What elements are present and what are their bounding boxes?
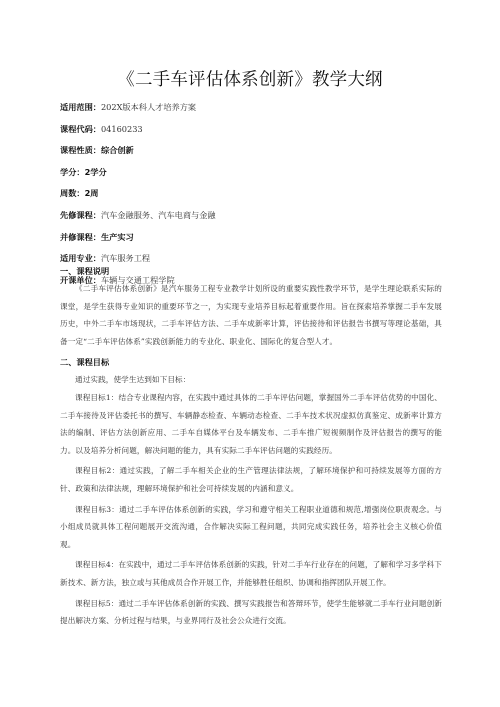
goal-paragraph-1: 课程目标1：结合专业课程内容，在实践中通过具体的二手车评估问题，掌握国外二手车评估优势的中国化、二手车接待及评估委托书的撰写、车辆静态检查、车辆动态检查、二手车技术状况虚拟仿真鉴定、成新率计算方法的编制、评估方法创新应用、二手车自媒体平台及车辆发布、二手车推广短视频制作及评估报告的撰写的能力。以及培养分析问题，解决问题的能力，具有实际二手车评估问题的实践经历。 [60, 392, 442, 455]
goal-paragraph-3: 课程目标3：通过二手车评估体系创新的实践，学习和遵守相关工程职业道德和规范,增强岗位职责观念。与小组成员就具体工程问题展开交流沟通，合作解决实际工程问题，共同完成实践任务，培养社会主义核心价值观。 [60, 504, 442, 549]
section-heading-course-description: 一、课程说明 [60, 266, 110, 276]
meta-value: 生产实习 [100, 231, 134, 242]
meta-key: 周数： [60, 188, 85, 199]
meta-value: 汽车服务工程 [100, 253, 151, 264]
section-heading-course-goals: 二、课程目标 [60, 357, 110, 368]
meta-key: 先修课程： [60, 209, 101, 220]
meta-value: 综合创新 [100, 145, 134, 156]
course-description-paragraph: 《二手车评估体系创新》是汽车服务工程专业教学计划所设的重要实践性教学环节，是学生理论联系实际的课堂，是学生获得专业知识的重要环节之一，为实现专业培养目标起着重要作用。旨在探索培养掌握二手车发展历史，中外二手车市场现状，二手车评估方法、二手车成新率计算，评估接待和评估报告书撰写等理论基础，具备一定“二手车评估体系”实践创新能力的专业化、职业化、国际化的复合型人才。 [60, 284, 442, 346]
meta-value: 汽车金融服务、汽车电商与金融 [100, 209, 216, 220]
meta-row-credits [60, 162, 460, 184]
goal-paragraph-2: 课程目标2：通过实践，了解二手车相关企业的生产管理法律法规，了解环境保护和可持续发展等方面的方针、政策和法律法规，理解环境保护和社会可持续发展的内涵和意义。 [60, 466, 442, 493]
meta-key: 学分： [60, 166, 85, 177]
meta-value: 2学分 [84, 166, 107, 177]
goals-intro: 通过实践，使学生达到如下目标： [75, 375, 191, 385]
meta-row-corequisites [60, 227, 460, 249]
meta-value: 202X版本科人才培养方案 [100, 102, 197, 112]
document-body [60, 262, 442, 633]
meta-value: 车辆与交通工程学院 [100, 274, 175, 285]
meta-key: 适用范围： [60, 102, 101, 112]
goal-paragraph-4: 课程目标4：在实践中，通过二手车评估体系创新的实践，针对二手车行业存在的问题，了解和学习多学科下新技术、新方法，独立或与其他成员合作开展工作，并能够胜任组织、协调和指挥团队开展工作。 [60, 560, 442, 587]
meta-row-code [60, 119, 460, 141]
document-title: 《二手车评估体系创新》教学大纲 [117, 70, 383, 90]
meta-key: 课程代码： [60, 123, 101, 134]
meta-row-prerequisites [60, 205, 460, 227]
meta-row-scope [60, 97, 460, 119]
meta-key: 开课单位： [60, 274, 101, 285]
meta-row-weeks [60, 183, 460, 205]
meta-key: 适用专业： [60, 253, 101, 264]
meta-value: 2周 [84, 188, 99, 199]
meta-key: 课程性质： [60, 145, 101, 156]
meta-value: 04160233 [100, 123, 143, 134]
meta-row-nature [60, 140, 460, 162]
goal-paragraph-5: 课程目标5：通过二手车评估体系创新的实践、撰写实践报告和答辩环节，使学生能够就二手车行业问题创新提出解决方案、分析过程与结果，与业界同行及社会公众进行交流。 [60, 598, 442, 626]
meta-key: 并修课程： [60, 231, 101, 242]
